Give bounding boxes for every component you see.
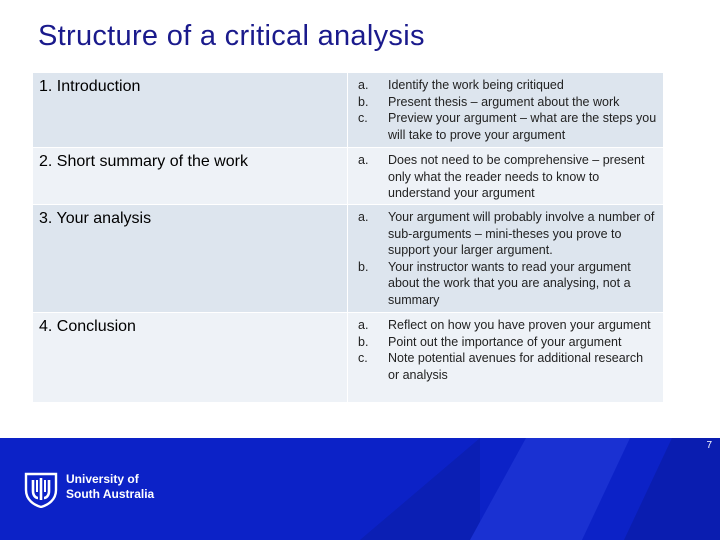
item-text: Note potential avenues for additional research or analysis [388,351,644,382]
list-item [358,334,657,351]
item-text: Your instructor wants to read your argument about the work that you are analysing, not a summary [388,259,631,307]
university-name-line1: University of [66,472,139,486]
section-items [348,205,664,313]
list-item [358,94,657,111]
unisa-logo-icon [24,470,58,508]
item-text: Does not need to be comprehensive – present only what the reader needs to know to understand your argument [388,153,645,200]
section-items [348,148,664,205]
item-text: Present thesis – argument about the work [388,94,620,109]
section-heading: 1. Introduction [33,73,348,148]
list-item [358,350,657,383]
item-letter: a. [358,318,369,332]
section-heading: 2. Short summary of the work [33,148,348,205]
list-item [358,77,657,94]
page-number: 7 [706,440,712,451]
footer-stripe [360,438,480,540]
university-name-line2: South Australia [66,487,155,501]
list-item [358,259,657,309]
table-row [33,205,664,313]
structure-table [32,72,664,403]
item-text: Preview your argument – what are the steps you will take to prove your argument [388,111,657,142]
table-row [33,73,664,148]
item-letter: b. [358,259,369,274]
item-text: Your argument will probably involve a number of sub-arguments – mini-theses you prove to support your larger argument. [388,210,655,257]
item-letter: a. [358,210,369,224]
list-item [358,209,657,259]
slide-title: Structure of a critical analysis [38,20,425,52]
item-letter: a. [358,153,369,167]
table-row [33,313,664,403]
section-heading: 4. Conclusion [33,313,348,403]
item-letter: c. [358,351,368,365]
item-letter: b. [358,334,369,349]
item-text: Identify the work being critiqued [388,78,564,92]
item-letter: b. [358,94,369,109]
section-items [348,73,664,148]
item-text: Point out the importance of your argument [388,334,622,349]
list-item [358,110,657,143]
section-heading: 3. Your analysis [33,205,348,313]
list-item [358,317,657,334]
university-name [66,472,154,502]
item-letter: c. [358,111,368,125]
item-text: Reflect on how you have proven your argument [388,318,651,332]
table-row [33,148,664,205]
section-items [348,313,664,403]
footer-stripe [470,438,630,540]
list-item [358,152,657,202]
item-letter: a. [358,78,369,92]
